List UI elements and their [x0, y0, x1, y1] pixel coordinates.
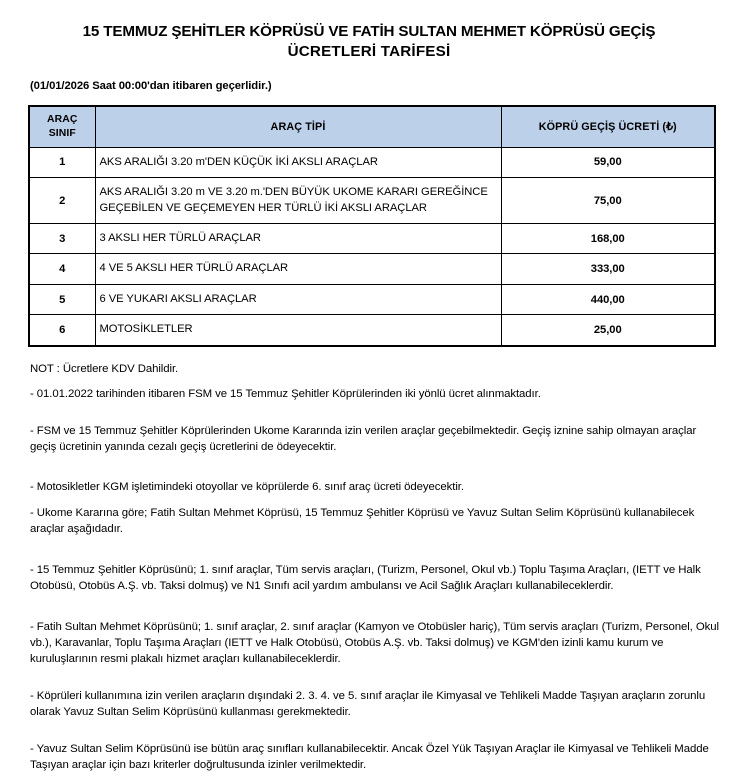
note-15-temmuz-sehitler-bridge-usage: - 15 Temmuz Şehitler Köprüsünü; 1. sınıf araçlar, Tüm servis araçları, (Turizm, Personel, Okul vb.) Toplu Taşıma Araçları, (IETT ve Halk Otobüsü, Otobüs A.Ş. vb. Taksi dolmuş) ve N1 Sınıfı acil yardım ambulansı ve Acil Sağlık Araçları kullanabileceklerdir.	[30, 563, 701, 593]
cell-vehicle-type: 6 VE YUKARI AKSLI ARAÇLAR	[95, 284, 501, 314]
cell-vehicle-class: 2	[29, 178, 95, 224]
cell-vehicle-type: 3 AKSLI HER TÜRLÜ ARAÇLAR	[95, 223, 501, 253]
table-row	[29, 147, 715, 177]
cell-vehicle-type: MOTOSİKLETLER	[95, 315, 501, 346]
tariff-table-body	[29, 147, 715, 346]
tariff-table-container	[28, 105, 714, 347]
document-title-line-1: 15 TEMMUZ ŞEHİTLER KÖPRÜSÜ VE FATİH SULTAN MEHMET KÖPRÜSÜ GEÇİŞ	[82, 23, 656, 40]
cell-vehicle-type: AKS ARALIĞI 3.20 m'DEN KÜÇÜK İKİ AKSLI ARAÇLAR	[95, 147, 501, 177]
cell-toll-fee: 25,00	[501, 315, 715, 346]
column-header-vehicle-class	[29, 106, 95, 147]
cell-vehicle-class: 4	[29, 254, 95, 284]
tariff-table	[28, 105, 716, 347]
cell-vehicle-type: 4 VE 5 AKSLI HER TÜRLÜ ARAÇLAR	[95, 254, 501, 284]
note-two-way-toll: - 01.01.2022 tarihinden itibaren FSM ve 15 Temmuz Şehitler Köprülerinden iki yönlü ücret alınmaktadır.	[30, 388, 541, 401]
column-header-vehicle-class-line2: SINIF	[48, 127, 76, 139]
cell-vehicle-class: 3	[29, 223, 95, 253]
column-header-vehicle-class-line1: ARAÇ	[47, 114, 78, 126]
notes-section	[30, 361, 724, 774]
cell-toll-fee: 75,00	[501, 178, 715, 224]
note-vat-included: NOT : Ücretlere KDV Dahildir.	[30, 362, 179, 375]
note-ukome-decision-bridges: - Ukome Kararına göre; Fatih Sultan Mehmet Köprüsü, 15 Temmuz Şehitler Köprüsü ve Yavuz Sultan Selim Köprüsünü kullanabilecek araçlar aşağıdadır.	[30, 506, 695, 536]
cell-vehicle-class: 5	[29, 284, 95, 314]
cell-toll-fee: 59,00	[501, 147, 715, 177]
table-row	[29, 223, 715, 253]
cell-toll-fee: 333,00	[501, 254, 715, 284]
note-motorcycle-class-six: - Motosikletler KGM işletimindeki otoyollar ve köprülerde 6. sınıf araç ücreti ödeyecektir.	[30, 481, 464, 494]
tariff-table-head	[29, 106, 715, 147]
note-yavuz-sultan-selim-all-classes: - Yavuz Sultan Selim Köprüsünü ise bütün araç sınıfları kullanabilecektir. Ancak Özel Yük Taşıyan Araçlar ile Kimyasal ve Tehlikeli Madde Taşıyan araçlar için bazı kriterler doğrultusunda izinler verilmektedir.	[30, 742, 709, 772]
document-title-block	[0, 0, 738, 62]
column-header-bridge-toll-fee: KÖPRÜ GEÇİŞ ÜCRETİ (₺)	[501, 106, 715, 147]
cell-toll-fee: 440,00	[501, 284, 715, 314]
note-mandatory-yavuz-sultan-selim: - Köprüleri kullanımına izin verilen araçların dışındaki 2. 3. 4. ve 5. sınıf araçlar ile Kimyasal ve Tehlikeli Madde Taşıyan araçların zorunlu olarak Yavuz Sultan Selim Köprüsünü kullanması gerekmektedir.	[30, 689, 706, 719]
table-header-row	[29, 106, 715, 147]
note-fatih-sultan-mehmet-bridge-usage: - Fatih Sultan Mehmet Köprüsünü; 1. sınıf araçlar, 2. sınıf araçlar (Kamyon ve Otobüsler hariç), Tüm servis araçları (Turizm, Personel, Okul vb.), Karavanlar, Toplu Taşıma Araçları (IETT ve Halk Otobüsü, Otobüs A.Ş. vb. Taksi dolmuş) ve KGM'den izinli kamu kurum ve kuruluşlarının resmi plakalı hizmet araçları kullanabileceklerdir.	[30, 620, 719, 666]
note-permitted-vehicles-penalty: - FSM ve 15 Temmuz Şehitler Köprülerinden Ukome Kararında izin verilen araçlar geçebilmektedir. Geçiş iznine sahip olmayan araçlar geçiş ücretinin yanında cezalı geçiş ücretlerini de ödeyecektir.	[30, 424, 697, 454]
cell-vehicle-class: 1	[29, 147, 95, 177]
column-header-vehicle-type: ARAÇ TİPİ	[95, 106, 501, 147]
table-row	[29, 315, 715, 346]
table-row	[29, 284, 715, 314]
table-row	[29, 254, 715, 284]
cell-toll-fee: 168,00	[501, 223, 715, 253]
cell-vehicle-type: AKS ARALIĞI 3.20 m VE 3.20 m.'DEN BÜYÜK UKOME KARARI GEREĞİNCE GEÇEBİLEN VE GEÇEMEYEN HER TÜRLÜ İKİ AKSLI ARAÇLAR	[95, 178, 501, 224]
table-row	[29, 178, 715, 224]
cell-vehicle-class: 6	[29, 315, 95, 346]
document-title-line-2: ÜCRETLERİ TARİFESİ	[287, 43, 451, 61]
document-effective-date-note: (01/01/2026 Saat 00:00'dan itibaren geçerlidir.)	[30, 80, 272, 93]
